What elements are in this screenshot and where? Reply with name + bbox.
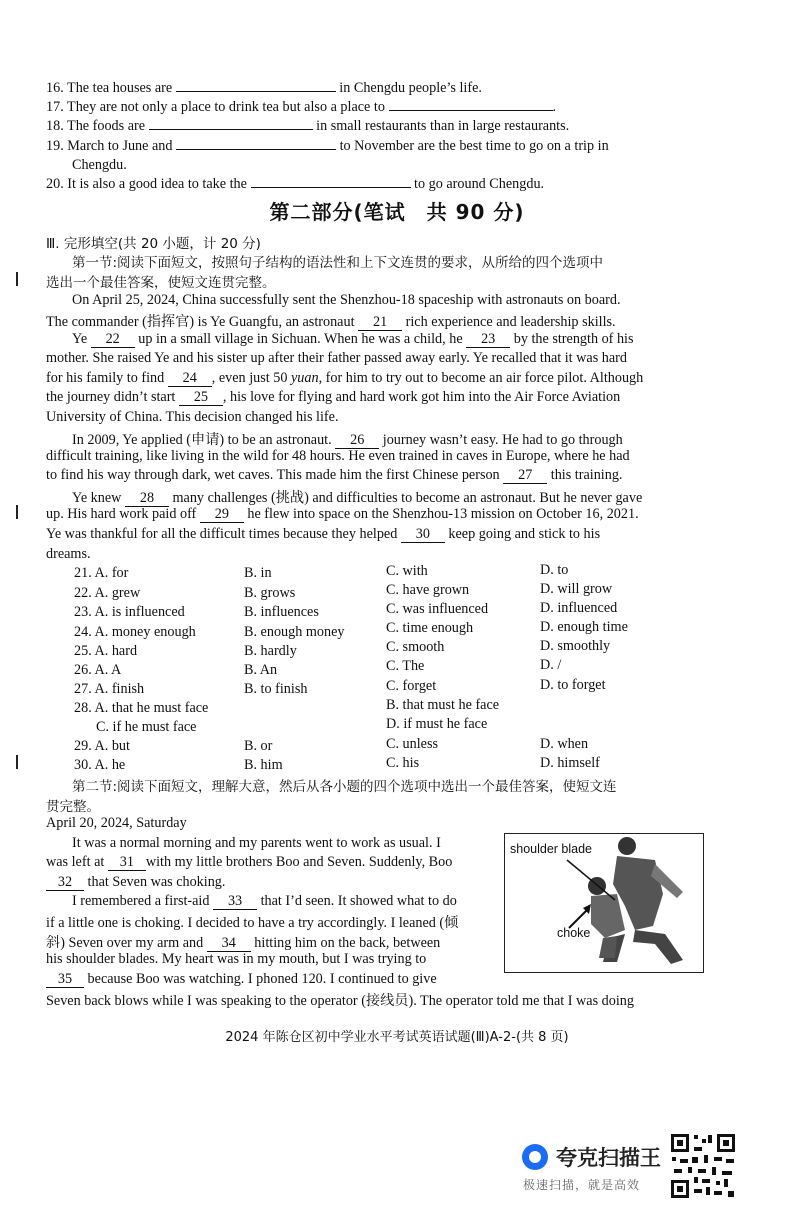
option-a[interactable]: 30. A. he bbox=[74, 757, 126, 773]
answer-blank[interactable] bbox=[176, 149, 336, 150]
cloze-blank[interactable]: 23 bbox=[466, 332, 510, 348]
option-d[interactable]: D. / bbox=[540, 657, 562, 673]
question-19-cont: Chengdu. bbox=[72, 157, 127, 173]
option-d[interactable]: D. to bbox=[540, 562, 569, 578]
diary-date: April 20, 2024, Saturday bbox=[46, 815, 187, 831]
passage2-line: I remembered a first-aid 33 that I’d seen. It showed what to do bbox=[72, 893, 457, 909]
option-c[interactable]: C. The bbox=[386, 658, 425, 674]
option-c[interactable]: C. smooth bbox=[386, 639, 445, 655]
option-b[interactable]: B. An bbox=[244, 662, 278, 678]
watermark-slogan: 极速扫描，就是高效 bbox=[523, 1178, 641, 1192]
option-c[interactable]: C. was influenced bbox=[386, 601, 489, 617]
option-d[interactable]: D. to forget bbox=[540, 677, 606, 693]
option-c[interactable]: C. his bbox=[386, 755, 420, 771]
watermark-name: 夸克扫描王 bbox=[556, 1146, 661, 1170]
option-b[interactable]: B. grows bbox=[244, 585, 296, 601]
passage2-line: 斜) Seven over my arm and 34 hitting him on the back, between bbox=[46, 935, 441, 951]
passage2-line: It was a normal morning and my parents went to work as usual. I bbox=[72, 835, 441, 851]
part1-instruction: 选出一个最佳答案，使短文连贯完整。 bbox=[46, 275, 276, 291]
option-a[interactable]: 21. A. for bbox=[74, 565, 129, 581]
passage-line: difficult training, like living in the wild for 48 hours. He even trained in caves in Europe, where he had bbox=[46, 448, 630, 464]
option-d[interactable]: D. enough time bbox=[540, 619, 628, 635]
cloze-blank[interactable]: 28 bbox=[125, 491, 169, 507]
passage2-line: Seven back blows while I was speaking to the operator (接线员). The operator told me that I was doing bbox=[46, 993, 634, 1009]
option-c[interactable]: C. time enough bbox=[386, 620, 474, 636]
passage-line: to find his way through dark, wet caves. This made him the first Chinese person 27 this training. bbox=[46, 467, 623, 483]
option-d[interactable]: D. himself bbox=[540, 755, 600, 771]
option-c[interactable]: C. if he must face bbox=[96, 719, 197, 735]
option-a[interactable]: 23. A. is influenced bbox=[74, 604, 185, 620]
page-footer: 2024 年陈仓区初中学业水平考试英语试题(Ⅲ)A-2-(共 8 页) bbox=[225, 1030, 569, 1045]
cloze-blank[interactable]: 27 bbox=[503, 468, 547, 484]
cloze-blank[interactable]: 25 bbox=[179, 390, 223, 406]
qr-code-icon[interactable] bbox=[670, 1133, 736, 1199]
first-aid-illustration bbox=[504, 833, 704, 973]
option-b[interactable]: B. to finish bbox=[244, 681, 308, 697]
section-title: 第二部分(笔试 共 90 分) bbox=[269, 200, 525, 224]
passage-line: University of China. This decision changed his life. bbox=[46, 409, 339, 425]
cloze-blank[interactable]: 22 bbox=[91, 332, 135, 348]
passage2-line: was left at 31 with my little brothers Boo and Seven. Suddenly, Boo bbox=[46, 854, 453, 870]
cloze-blank[interactable]: 29 bbox=[200, 507, 244, 523]
binding-margin-line bbox=[16, 505, 18, 519]
question-18: 18. The foods are in small restaurants than in large restaurants. bbox=[46, 118, 570, 134]
question-19: 19. March to June and to November are the best time to go on a trip in bbox=[46, 138, 609, 154]
passage-line: the journey didn’t start 25 , his love for flying and hard work got him into the Air Force Aviation bbox=[46, 389, 621, 405]
answer-blank[interactable] bbox=[149, 129, 313, 130]
person-illustration-icon bbox=[505, 834, 702, 971]
answer-blank[interactable] bbox=[176, 91, 336, 92]
option-b[interactable]: B. in bbox=[244, 565, 272, 581]
part2-instruction: 第二节:阅读下面短文，理解大意，然后从各小题的四个选项中选出一个最佳答案，使短文连 bbox=[72, 779, 617, 795]
question-17: 17. They are not only a place to drink tea but also a place to . bbox=[46, 99, 557, 115]
passage-line: Ye was thankful for all the difficult times because they helped 30 keep going and stick to his bbox=[46, 526, 601, 542]
option-d[interactable]: D. if must he face bbox=[386, 716, 488, 732]
cloze-blank[interactable]: 26 bbox=[335, 433, 379, 449]
passage-line: On April 25, 2024, China successfully sent the Shenzhou-18 spaceship with astronauts on board. bbox=[72, 292, 621, 308]
option-d[interactable]: D. when bbox=[540, 736, 589, 752]
option-c[interactable]: C. forget bbox=[386, 678, 437, 694]
option-a[interactable]: 25. A. hard bbox=[74, 643, 138, 659]
option-c[interactable]: C. with bbox=[386, 563, 428, 579]
cloze-blank[interactable]: 24 bbox=[168, 371, 212, 387]
option-b[interactable]: B. him bbox=[244, 757, 283, 773]
option-b[interactable]: B. enough money bbox=[244, 624, 345, 640]
option-b[interactable]: B. or bbox=[244, 738, 273, 754]
option-a[interactable]: 28. A. that he must face bbox=[74, 700, 209, 716]
passage2-line: if a little one is choking. I decided to have a try accordingly. I leaned (倾 bbox=[46, 915, 459, 931]
passage-line: mother. She raised Ye and his sister up after their father passed away early. Ye recalled that it was hard bbox=[46, 350, 627, 366]
option-b[interactable]: B. that must he face bbox=[386, 697, 500, 713]
option-a[interactable]: 27. A. finish bbox=[74, 681, 145, 697]
option-a[interactable]: 26. A. A bbox=[74, 662, 122, 678]
cloze-heading: Ⅲ. 完形填空(共 20 小题，计 20 分) bbox=[46, 236, 261, 252]
cloze-blank[interactable]: 31 bbox=[108, 855, 146, 871]
passage-line: dreams. bbox=[46, 546, 91, 562]
passage-line: In 2009, Ye applied (申请) to be an astronaut. 26 journey wasn’t easy. He had to go through bbox=[72, 432, 623, 448]
cloze-blank[interactable]: 34 bbox=[207, 936, 251, 952]
question-20: 20. It is also a good idea to take the to go around Chengdu. bbox=[46, 176, 545, 192]
binding-margin-line bbox=[16, 755, 18, 769]
passage-line: for his family to find 24 , even just 50 yuan, for him to try out to become an air force pilot. Although bbox=[46, 370, 644, 386]
passage2-line: his shoulder blades. My heart was in my mouth, but I was trying to bbox=[46, 951, 427, 967]
option-d[interactable]: D. smoothly bbox=[540, 638, 611, 654]
cloze-blank[interactable]: 35 bbox=[46, 972, 84, 988]
passage2-line: 35 because Boo was watching. I phoned 120. I continued to give bbox=[46, 971, 437, 988]
binding-margin-line bbox=[16, 272, 18, 286]
passage-line: Ye 22 up in a small village in Sichuan. When he was a child, he 23 by the strength of his bbox=[72, 331, 634, 347]
part1-instruction: 第一节:阅读下面短文，按照句子结构的语法性和上下文连贯的要求，从所给的四个选项中 bbox=[72, 255, 604, 271]
cloze-blank[interactable]: 21 bbox=[358, 315, 402, 331]
question-16: 16. The tea houses are in Chengdu people’s life. bbox=[46, 80, 482, 96]
answer-blank[interactable] bbox=[251, 187, 411, 188]
passage-line: Ye knew 28 many challenges (挑战) and difficulties to become an astronaut. But he never gave bbox=[72, 490, 643, 506]
option-b[interactable]: B. influences bbox=[244, 604, 319, 620]
option-a[interactable]: 22. A. grew bbox=[74, 585, 141, 601]
answer-blank[interactable] bbox=[389, 110, 553, 111]
option-a[interactable]: 29. A. but bbox=[74, 738, 130, 754]
passage-line: The commander (指挥官) is Ye Guangfu, an astronaut 21 rich experience and leadership skills. bbox=[46, 314, 616, 330]
figure-label-shoulder-blade: shoulder blade bbox=[510, 842, 593, 856]
passage2-line: 32 that Seven was choking. bbox=[46, 874, 225, 891]
passage-line: up. His hard work paid off 29 he flew into space on the Shenzhou-13 mission on October 16, 2021. bbox=[46, 506, 639, 522]
option-b[interactable]: B. hardly bbox=[244, 643, 297, 659]
option-d[interactable]: D. will grow bbox=[540, 581, 613, 597]
cloze-blank[interactable]: 32 bbox=[46, 875, 84, 891]
option-d[interactable]: D. influenced bbox=[540, 600, 618, 616]
cloze-blank[interactable]: 33 bbox=[213, 894, 257, 910]
part2-instruction: 贯完整。 bbox=[46, 799, 100, 815]
option-a[interactable]: 24. A. money enough bbox=[74, 624, 196, 640]
option-c[interactable]: C. have grown bbox=[386, 582, 470, 598]
scanner-logo-icon bbox=[522, 1144, 548, 1170]
cloze-blank[interactable]: 30 bbox=[401, 527, 445, 543]
option-c[interactable]: C. unless bbox=[386, 736, 439, 752]
figure-label-choke: choke bbox=[557, 926, 591, 940]
